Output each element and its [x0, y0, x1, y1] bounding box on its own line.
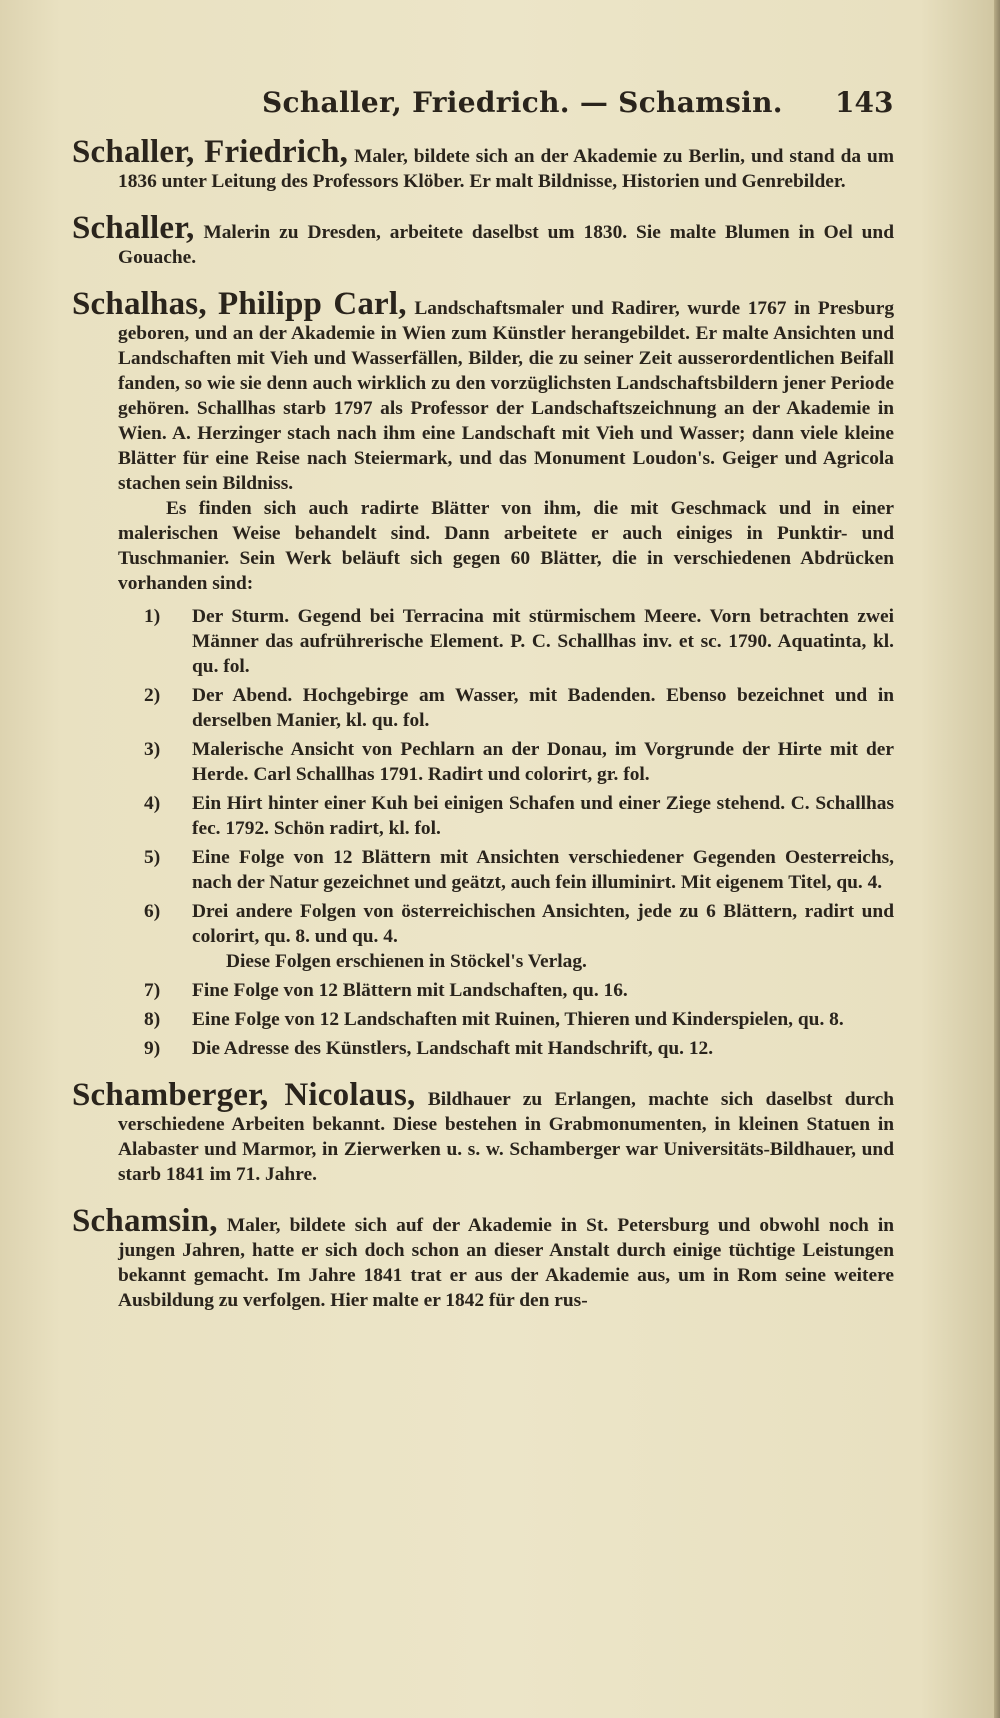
- entry-text: Maler, bildete sich auf der Akademie in St. Petersburg und obwohl noch in jungen Jahren, hatte er sich doch schon an dieser Anstalt durch einige tüchtige Leistungen bekannt gemacht. Im Jahre 1841 trat er aus der Akademie aus, um in Rom seine weitere Ausbildung zu verfolgen. Hier malte er 1842 für den rus-: [118, 1215, 894, 1311]
- entry-headword: Schalhas, Philipp Carl,: [72, 286, 407, 322]
- entry-schamberger: [72, 1077, 894, 1187]
- entry-headword: Schaller, Friedrich,: [72, 134, 349, 170]
- entry-text: Bildhauer zu Erlangen, machte sich daselbst durch verschiedene Arbeiten bekannt. Diese bestehen in Grabmonumenten, in kleinen Statuen in Alabaster und Marmor, in Zierwerken u. s. w. Schamberger war Universitäts-Bildhauer, und starb 1841 im 71. Jahre.: [118, 1089, 894, 1185]
- work-text: Eine Folge von 12 Landschaften mit Ruinen, Thieren und Kinderspielen, qu. 8.: [192, 1009, 844, 1030]
- entry-paragraph: [72, 1203, 894, 1313]
- work-text: Der Sturm. Gegend bei Terracina mit stürmischem Meere. Vorn betrachten zwei Männer das aufrührerische Element. P. C. Schallhas inv. et sc. 1790. Aquatinta, kl. qu. fol.: [192, 606, 894, 677]
- entry-headword: Schaller,: [72, 210, 195, 246]
- work-number: 8): [144, 1009, 161, 1030]
- entry-paragraph: [72, 134, 894, 194]
- work-number: 7): [144, 980, 161, 1001]
- list-item: [72, 978, 894, 1003]
- entry-paragraph: [72, 210, 894, 270]
- list-item: [72, 1036, 894, 1061]
- entry-schalhas: [72, 286, 895, 1061]
- work-text: Ein Hirt hinter einer Kuh bei einigen Schafen und einer Ziege stehend. C. Schallhas fec. 1792. Schön radirt, kl. fol.: [192, 793, 894, 839]
- page-header: [0, 86, 1000, 126]
- entry-paragraph: [72, 286, 895, 496]
- work-text: Der Abend. Hochgebirge am Wasser, mit Badenden. Ebenso bezeichnet und in derselben Manier, kl. qu. fol.: [192, 685, 894, 731]
- entry-schamsin: [72, 1203, 894, 1313]
- work-text: Fine Folge von 12 Blättern mit Landschaften, qu. 16.: [192, 980, 628, 1001]
- work-number: 9): [144, 1038, 161, 1059]
- list-item: [72, 791, 894, 841]
- entry-paragraph: [72, 1077, 894, 1187]
- list-item: [72, 604, 894, 679]
- work-text: Eine Folge von 12 Blättern mit Ansichten verschiedener Gegenden Oesterreichs, nach der Natur gezeichnet und geätzt, auch fein illuminirt. Mit eigenem Titel, qu. 4.: [192, 847, 894, 893]
- work-number: 1): [144, 606, 161, 627]
- list-item: [72, 683, 894, 733]
- entry-paragraph-2: Es finden sich auch radirte Blätter von ihm, die mit Geschmack und in einer malerischen Weise behandelt sind. Dann arbeitete er auch einiges in Punktir- und Tuschmanier. Sein Werk beläuft sich gegen 60 Blätter, die in verschiedenen Abdrücken vorhanden sind:: [118, 498, 894, 594]
- entry-text: Landschaftsmaler und Radirer, wurde 1767 in Presburg geboren, und an der Akademie in Wien zum Künstler herangebildet. Er malte Ansichten und Landschaften mit Vieh und Wasserfällen, Bilder, die zu seiner Zeit ausserordentlichen Beifall fanden, so wie sie denn auch wirklich zu den vorzüglichsten Landschaftsbildern jener Periode gehören. Schallhas starb 1797 als Professor der Landschaftszeichnung an der Akademie in Wien. A. Herzinger stach nach ihm eine Landschaft mit Vieh und Wasser; dann viele kleine Blätter für eine Reise nach Steiermark, und das Monument Loudon's. Geiger und Agricola stachen sein Bildniss.: [118, 298, 895, 494]
- entry-headword: Schamberger, Nicolaus,: [72, 1077, 416, 1113]
- work-text: Die Adresse des Künstlers, Landschaft mit Handschrift, qu. 12.: [192, 1038, 714, 1059]
- work-number: 4): [144, 793, 161, 814]
- list-item: [72, 1007, 894, 1032]
- work-number: 2): [144, 685, 161, 706]
- work-text: Drei andere Folgen von österreichischen Ansichten, jede zu 6 Blättern, radirt und colorirt, qu. 8. und qu. 4.: [192, 901, 894, 947]
- work-number: 3): [144, 739, 161, 760]
- entry-headword: Schamsin,: [72, 1203, 218, 1239]
- entry-text: Maler, bildete sich an der Akademie zu Berlin, und stand da um 1836 unter Leitung des Professors Klöber. Er malt Bildnisse, Historien und Genrebilder.: [118, 146, 894, 192]
- page-body: [72, 134, 895, 1335]
- list-item: [72, 737, 894, 787]
- work-note: Diese Folgen erschienen in Stöckel's Verlag.: [226, 951, 587, 972]
- work-number: 6): [144, 901, 161, 922]
- work-text: Malerische Ansicht von Pechlarn an der Donau, im Vorgrunde der Hirte mit der Herde. Carl Schallhas 1791. Radirt und colorirt, gr. fol.: [192, 739, 894, 785]
- list-item: [72, 845, 894, 895]
- entry-schaller: [72, 210, 894, 270]
- works-list: [72, 604, 894, 1061]
- running-head: Schaller, Friedrich. — Schamsin.: [262, 86, 783, 119]
- page-number: 143: [835, 86, 894, 119]
- entry-text: Malerin zu Dresden, arbeitete daselbst um 1830. Sie malte Blumen in Oel und Gouache.: [118, 222, 894, 268]
- work-number: 5): [144, 847, 161, 868]
- list-item: [72, 899, 894, 974]
- entry-schaller-friedrich: [72, 134, 894, 194]
